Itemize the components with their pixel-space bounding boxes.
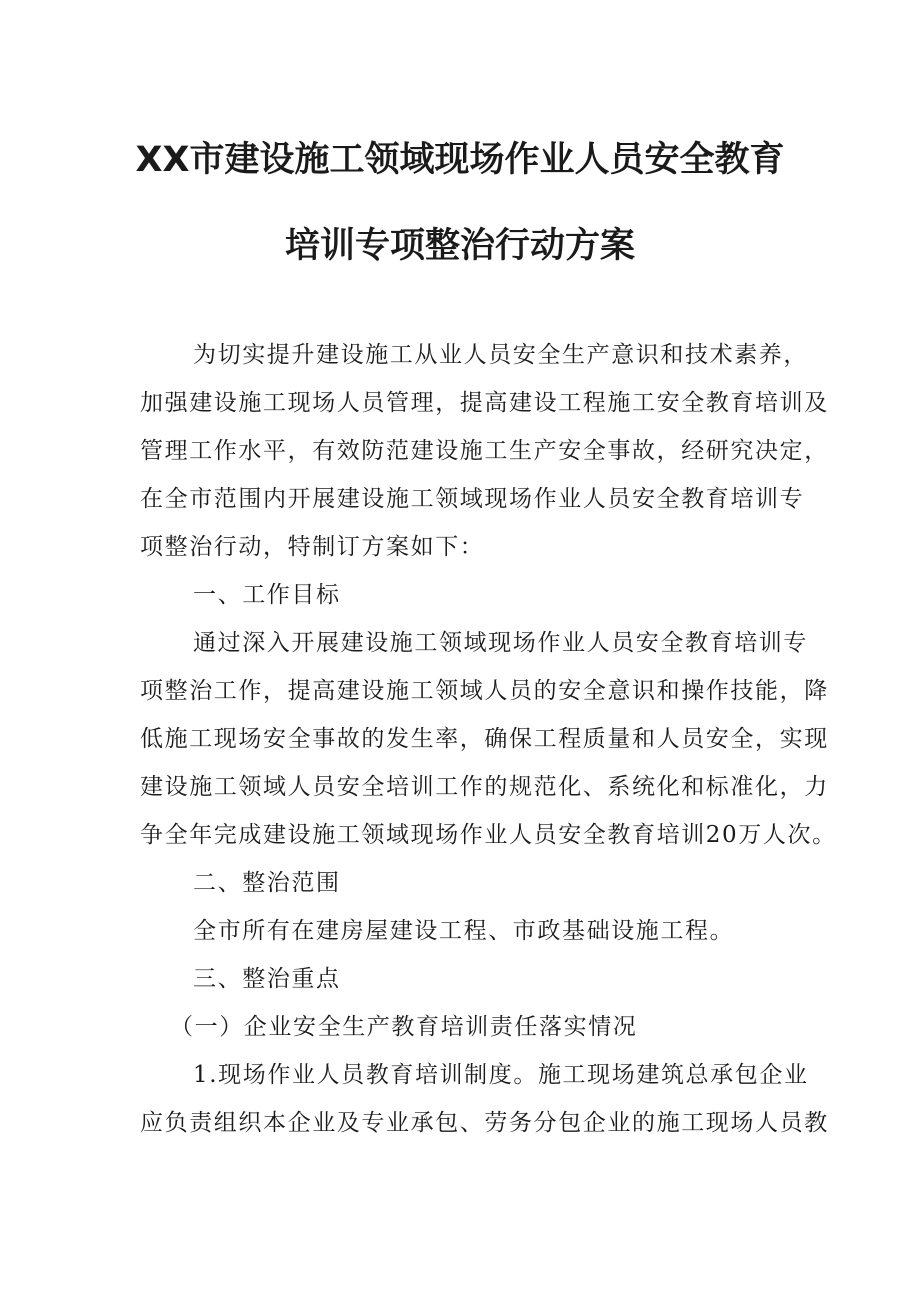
body-line-8: 低施工现场安全事故的发生率，确保工程质量和人员安全，实现 (140, 726, 829, 752)
section-heading-3: 三、整治重点 (193, 966, 341, 992)
body-line-7: 项整治工作，提高建设施工领域人员的安全意识和操作技能，降 (140, 678, 829, 704)
body-line-2: 加强建设施工现场人员管理，提高建设工程施工安全教育培训及 (140, 390, 829, 416)
body-line-13: 应负责组织本企业及专业承包、劳务分包企业的施工现场人员教 (140, 1110, 829, 1136)
document-title-line-2: 培训专项整治行动方案 (284, 226, 635, 266)
body-line-11: 全市所有在建房屋建设工程、市政基础设施工程。 (193, 918, 735, 944)
section-heading-1: 一、工作目标 (193, 582, 341, 608)
body-line-10: 争全年完成建设施工领域现场作业人员安全教育培训20万人次。 (140, 822, 837, 848)
subsection-heading-1: （一）企业安全生产教育培训责任落实情况 (170, 1014, 638, 1040)
body-line-4: 在全市范围内开展建设施工领域现场作业人员安全教育培训专 (140, 486, 805, 512)
document-title-line-1: XX市建设施工领域现场作业人员安全教育 (135, 140, 785, 180)
body-line-5: 项整治行动，特制订方案如下： (140, 534, 485, 560)
section-heading-2: 二、整治范围 (193, 870, 341, 896)
body-line-1: 为切实提升建设施工从业人员安全生产意识和技术素养， (193, 342, 808, 368)
body-line-12: 1.现场作业人员教育培训制度。施工现场建筑总承包企业 (193, 1062, 809, 1088)
body-line-6: 通过深入开展建设施工领域现场作业人员安全教育培训专 (193, 630, 808, 656)
body-line-9: 建设施工领域人员安全培训工作的规范化、系统化和标准化，力 (140, 774, 829, 800)
body-line-3: 管理工作水平，有效防范建设施工生产安全事故，经研究决定， (140, 438, 829, 464)
